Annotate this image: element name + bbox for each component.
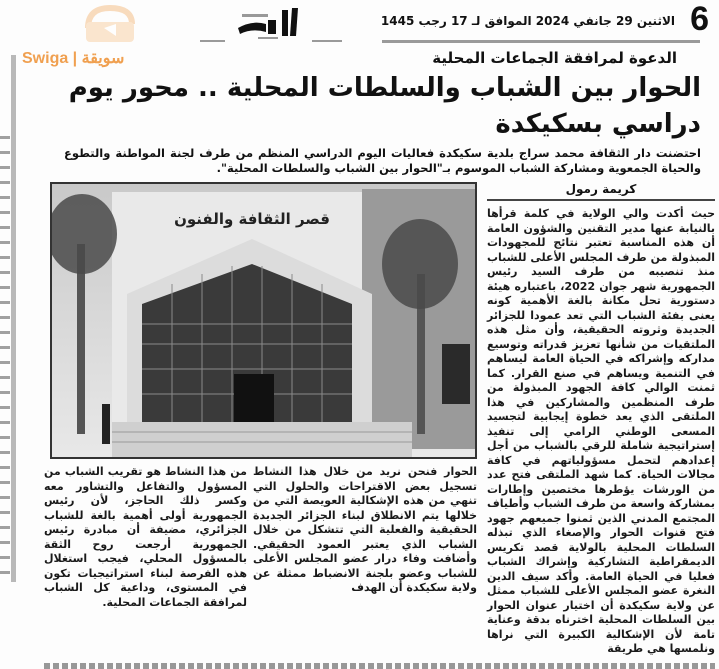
adjacent-column-fragment — [0, 130, 10, 580]
article-column-2: الحوار فنحن نريد من خلال هذا النشاط تسجيل بعض الاقتراحات والحلول التي تنهي من هذه الإشكالية العويصة التي من خلالها يتم الانطلاق لبناء الجزائر الجديدة الحقيقية والفعلية التي تتشكل من خلال الشباب الذي يعتبر العمود الحقيقي. وأضافت وفاء درار عضو المجلس الأعلى للشباب وعضو بلجنة الانضباط ممثلة عن ولاية سكيكدة أن الهدف — [253, 465, 477, 594]
article-intro: احتضنت دار الثقافة محمد سراج بلدية سكيكدة فعاليات اليوم الدراسي المنظم من طرف لجنة المواطنة والتطوع والحياة الجمعوية ومشاركة الشباب الموسوم بـ"الحوار بين الشباب والسلطات المحلية". — [64, 146, 701, 175]
photo-and-columns — [44, 182, 477, 657]
article-headline: الحوار بين الشباب والسلطات المحلية .. محور يوم دراسي بسكيكدة — [68, 73, 701, 139]
article-author: كريمة رمول — [487, 182, 715, 201]
watermark-text: Swiga | سويقة — [22, 50, 125, 67]
photo-building-sign: قصر الثقافة والفنون — [174, 210, 330, 228]
next-article-fragment — [44, 663, 715, 669]
header-rule — [312, 40, 342, 42]
article-photo — [50, 182, 477, 459]
article-body — [0, 182, 719, 657]
right-column — [487, 182, 715, 657]
building-photo — [52, 184, 475, 457]
article-column-1: حيث أكدت والي الولاية في كلمة قرأها بالنيابة عنها مدير التقنين والشؤون العامة أن هذه المناسبة تعتبر نتائج للمجهودات المبذولة من طرف المجلس الأعلى للشباب منذ تنصيبه من طرف السيد رئيس الجمهورية شهر جوان 2022، باعتباره هيئة دستورية تحل مكانة بالغة الأهمية كونه يعنى بفئة الشباب التي تعد عمودا للجزائر الجديدة وثروته الحقيقية، وأن مثل هذه الملتقيات من شأنها تعزيز قدراته وتوسيع مداركه وإشراكه في الحياة العامة ليساهم في التنمية ويساهم في صنع القرار. كما ثمنت الوالي كافة الجهود المبذولة من طرف المنظمين والمشاركين في هذا الملتقى الذي يعد خطوة إيجابية لتجسيد المسعى الوطني الرامي إلى تنفيذ إستراتيجية شاملة للرقي بالشباب من أجل إعدادهم لتحمل مسؤولياتهم في كافة مجالات الحياة. كما شهد الملتقى فتح عدد من الورشات يؤطرها مختصين وإطارات بمشاركة واسعة من طرف الشباب وأطياف المجتمع المدني الذين ثمنوا جميعهم جهود فتح قنوات الحوار والإصغاء الذي تبذله السلطات المحلية بالولاية قصد تكريس الديمقراطية التشاركية وإشراك الشباب فعليا في الحياة العامة. وأكد سيف الدين النغرة عضو المجلس الأعلى للشباب ممثل عن ولاية سكيكدة أن اختيار عنوان الحوار بين السلطات المحلية اخترناه بدقة وعناية تامة لأن الإشكالية الكبيرة التي نراها ونلمسها هي طريقة — [487, 207, 716, 655]
page-number: 6 — [690, 0, 709, 38]
bottom-columns — [44, 465, 477, 610]
article-column-3: من هذا النشاط هو تقريب الشباب من المسؤول والتفاعل والتشاور معه وكسر ذلك الحاجز، لأن رئيس الجمهورية أولى أهمية بالغة للشباب الجزائري، مضيفة أن مبادرة رئيس الجمهورية أرجعت روح الثقة بالمسؤول المحلي، فيجب استغلال هذه الفرصة لبناء استراتيجيات تكون في المستوى، وداعية كل الشباب لمرافقة الجماعات المحلية. — [44, 465, 247, 609]
watermark-logo — [70, 2, 150, 44]
column-divider — [11, 55, 16, 582]
article-kicker: الدعوة لمرافقة الجماعات المحلية — [432, 49, 677, 67]
header-rule — [200, 40, 225, 42]
newspaper-logo — [232, 6, 304, 42]
header-rule — [382, 40, 700, 43]
dateline: الاثنين 29 جانفي 2024 الموافق لـ 17 رجب 1445 — [380, 14, 675, 28]
